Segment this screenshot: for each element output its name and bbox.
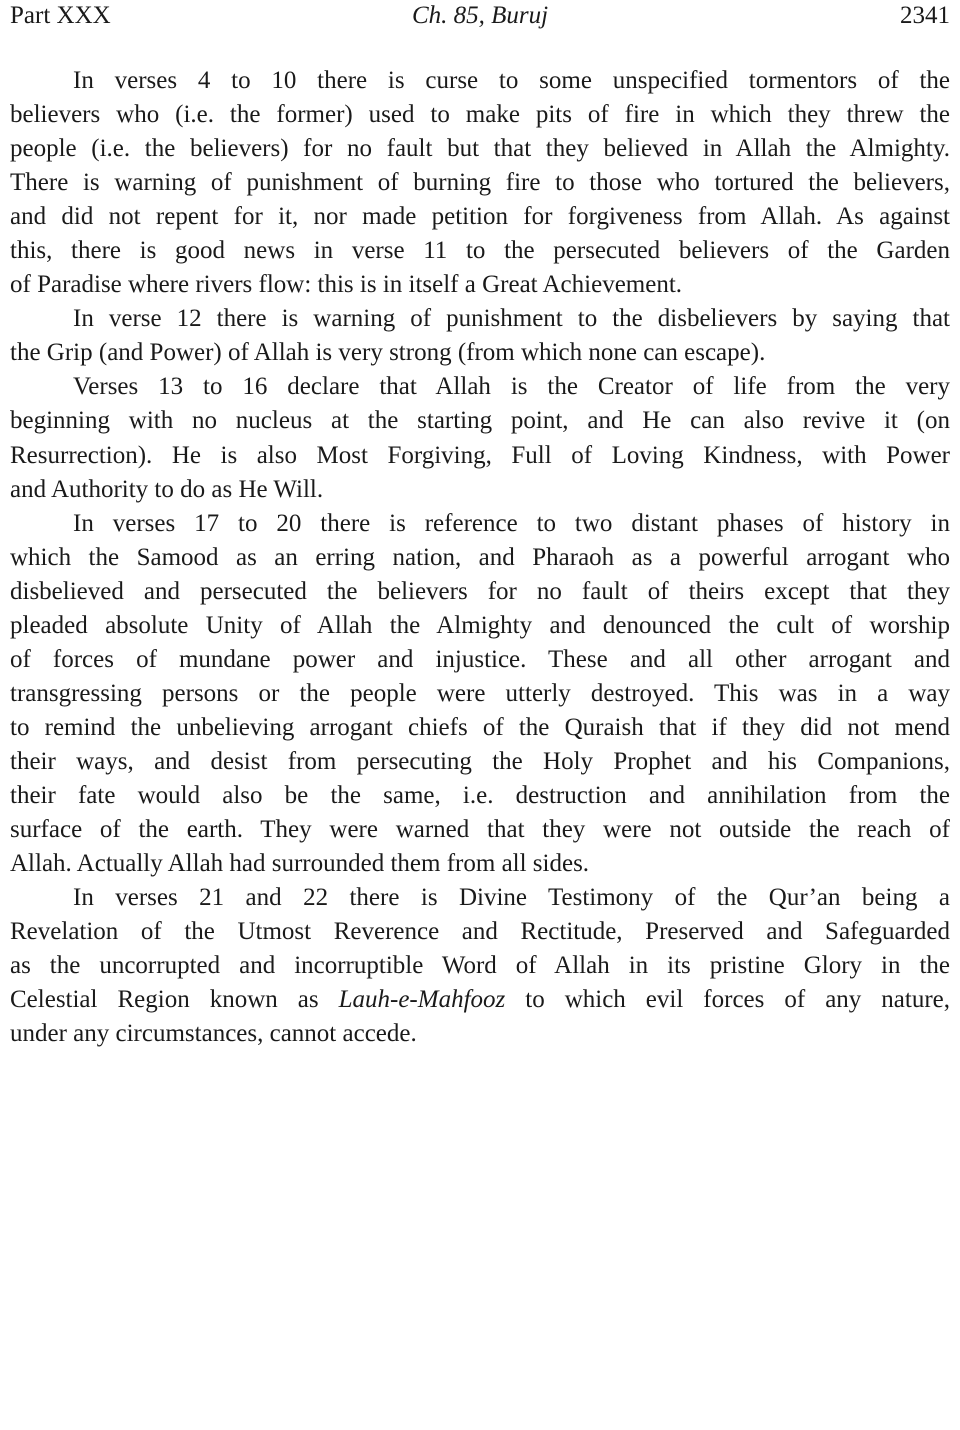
paragraph xyxy=(10,370,950,506)
text-line: people (i.e. the believers) for no fault but that they believed in Allah the Almighty. xyxy=(10,135,950,163)
text-line: In verses 17 to 20 there is reference to two distant phases of history in xyxy=(73,509,950,537)
text-line: In verses 21 and 22 there is Divine Testimony of the Qur’an being a xyxy=(73,884,950,912)
text-line: under any circumstances, cannot accede. xyxy=(10,1020,417,1048)
page-number: 2341 xyxy=(900,2,950,29)
text-line: Resurrection). He is also Most Forgiving, Full of Loving Kindness, with Power xyxy=(10,441,950,469)
text-line: which the Samood as an erring nation, and Pharaoh as a powerful arrogant who xyxy=(10,543,950,571)
text-segment: Celestial Region known as xyxy=(10,986,319,1014)
text-line: of forces of mundane power and injustice. These and all other arrogant and xyxy=(10,645,950,673)
part-label: Part XXX xyxy=(10,2,111,29)
paragraph xyxy=(10,302,950,370)
chapter-title: Ch. 85, Buruj xyxy=(411,2,549,29)
text-line: of Paradise where rivers flow: this is in itself a Great Achievement. xyxy=(10,271,683,299)
text-line: Allah. Actually Allah had surrounded them from all sides. xyxy=(10,850,590,878)
text-line: In verse 12 there is warning of punishment to the disbelievers by saying that xyxy=(73,305,950,333)
text-line: transgressing persons or the people were utterly destroyed. This was in a way xyxy=(10,679,950,707)
text-line: to remind the unbelieving arrogant chiefs of the Quraish that if they did not mend xyxy=(10,713,950,741)
text-line: beginning with no nucleus at the starting point, and He can also revive it (on xyxy=(10,407,950,435)
text-line: the Grip (and Power) of Allah is very strong (from which none can escape). xyxy=(10,339,766,367)
text-line: this, there is good news in verse 11 to the persecuted believers of the Garden xyxy=(10,237,950,265)
text-line: Revelation of the Utmost Reverence and Rectitude, Preserved and Safeguarded xyxy=(10,918,950,946)
text-line: and did not repent for it, nor made petition for forgiveness from Allah. As against xyxy=(10,203,950,231)
paragraph xyxy=(10,881,950,1051)
paragraph xyxy=(10,507,950,882)
text-line: disbelieved and persecuted the believers for no fault of theirs except that they xyxy=(10,577,950,605)
text-line: In verses 4 to 10 there is curse to some unspecified tormentors of the xyxy=(73,67,950,94)
text-line: pleaded absolute Unity of Allah the Almighty and denounced the cult of worship xyxy=(10,611,950,639)
running-header xyxy=(10,2,950,36)
italic-term: Lauh-e-Mahfooz xyxy=(338,986,506,1014)
text-line: believers who (i.e. the former) used to make pits of fire in which they threw the xyxy=(10,101,950,129)
text-segment: to which evil forces of any nature, xyxy=(525,986,951,1014)
text-line xyxy=(10,983,950,1017)
text-line: There is warning of punishment of burning fire to those who tortured the believers, xyxy=(10,169,950,197)
text-line: as the uncorrupted and incorruptible Word of Allah in its pristine Glory in the xyxy=(10,952,950,980)
text-line: Verses 13 to 16 declare that Allah is the Creator of life from the very xyxy=(73,373,950,401)
text-line: surface of the earth. They were warned that they were not outside the reach of xyxy=(10,816,950,844)
text-line: their fate would also be the same, i.e. destruction and annihilation from the xyxy=(10,781,950,809)
text-line: their ways, and desist from persecuting the Holy Prophet and his Companions, xyxy=(10,747,950,775)
body-text xyxy=(10,64,950,1051)
paragraph xyxy=(10,64,950,302)
text-line: and Authority to do as He Will. xyxy=(10,475,324,503)
